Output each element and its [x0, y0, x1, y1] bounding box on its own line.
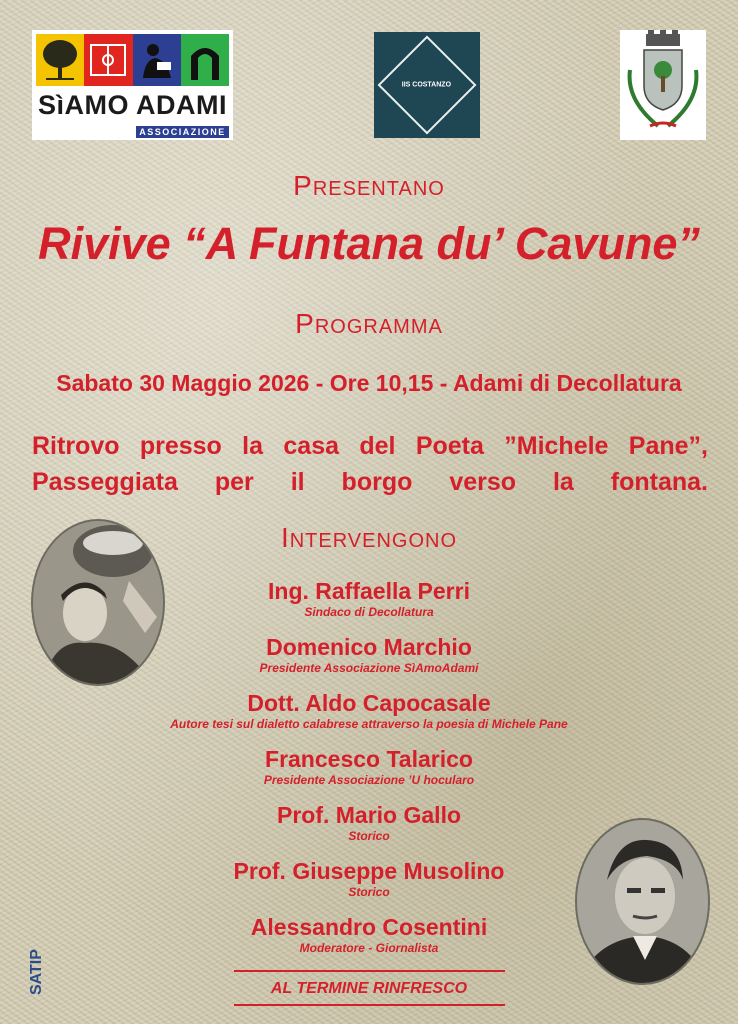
speaker-role: Sindaco di Decollatura	[304, 605, 434, 619]
speaker-role: Presidente Associazione SìAmoAdami	[259, 661, 479, 675]
description-line-1: Ritrovo presso la casa del Poeta ”Michele Pane”,	[32, 432, 708, 460]
municipal-crest-logo	[620, 30, 706, 140]
school-name: IIS COSTANZO	[402, 81, 452, 89]
siamo-adami-logo	[32, 30, 233, 140]
poet-portrait-photo	[575, 818, 710, 985]
reader-icon	[133, 34, 181, 86]
speaker-item	[0, 689, 738, 745]
speaker-role: Moderatore - Giornalista	[299, 941, 439, 955]
school-diamond-icon	[378, 36, 477, 135]
printer-logo: SATIP	[28, 949, 45, 996]
speaker-role: Storico	[348, 885, 390, 899]
description-line-2: Passeggiata per il borgo verso la fontana.	[32, 468, 708, 496]
speaker-role: Presidente Associazione ’U hocularo	[263, 773, 475, 787]
logo-subtitle: ASSOCIAZIONE	[136, 126, 229, 138]
intervengono-heading: Intervengono	[280, 522, 458, 553]
speaker-name: Prof. Giuseppe Musolino	[233, 858, 505, 884]
speaker-name: Alessandro Cosentini	[250, 914, 488, 940]
divider-bottom	[234, 1004, 505, 1006]
presentano-heading: Presentano	[293, 170, 445, 201]
event-description	[32, 428, 708, 500]
logo-brand-text: SìAMO ADAMI	[38, 90, 227, 120]
arch-icon	[181, 34, 229, 86]
speaker-item	[0, 745, 738, 801]
speaker-name: Ing. Raffaella Perri	[268, 578, 470, 604]
footer-note: AL TERMINE RINFRESCO	[270, 980, 468, 997]
crest-icon	[620, 30, 706, 140]
speaker-name: Francesco Talarico	[265, 746, 473, 772]
event-date-line: Sabato 30 Maggio 2026 - Ore 10,15 - Adami di Decollatura	[56, 370, 682, 396]
speaker-role: Storico	[348, 829, 390, 843]
woman-portrait-photo	[31, 519, 165, 686]
programma-heading: Programma	[295, 308, 443, 339]
school-logo	[374, 32, 480, 138]
divider-top	[234, 970, 505, 972]
tree-icon	[36, 34, 84, 86]
speaker-name: Domenico Marchio	[266, 634, 472, 660]
event-title: Rivive “A Funtana du’ Cavune”	[38, 218, 700, 269]
speaker-name: Dott. Aldo Capocasale	[247, 690, 491, 716]
speaker-name: Prof. Mario Gallo	[276, 802, 462, 828]
football-field-icon	[84, 34, 132, 86]
speaker-role: Autore tesi sul dialetto calabrese attraverso la poesia di Michele Pane	[170, 717, 568, 731]
